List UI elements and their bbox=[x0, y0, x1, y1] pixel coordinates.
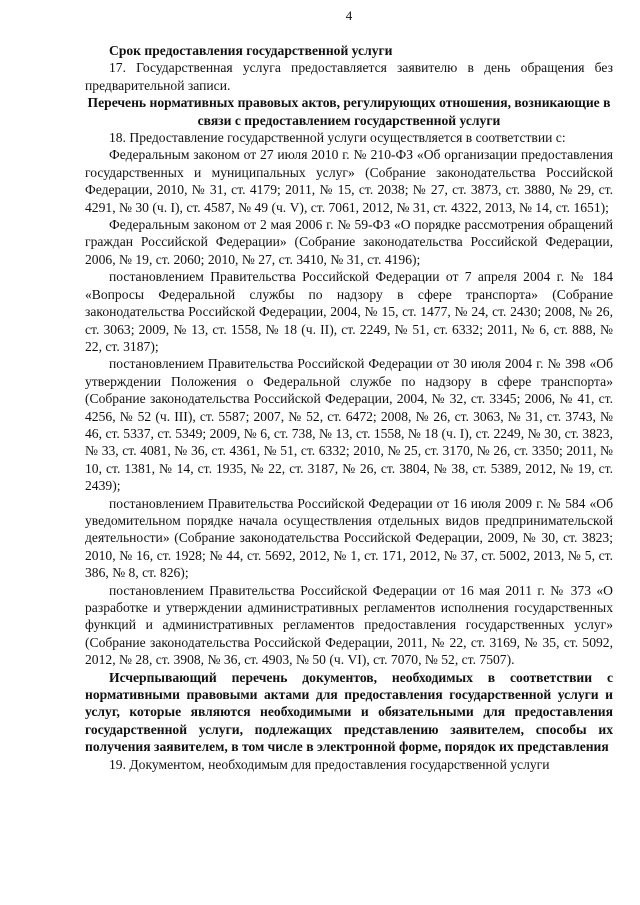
legal-act-item: постановлением Правительства Российской Федерации от 30 июля 2004 г. № 398 «Об утверждении Положения о Федеральной службе по надзору в сфере транспорта» (Собрание законодательства Российской Федерации, 2004, № 32, ст. 3345; 2006, № 41, ст. 4256, № 52 (ч. III), ст. 5587; 2007, № 52, ст. 6472; 2008, № 26, ст. 3063, № 31, ст. 3743, № 46, ст. 5337, ст. 5349; 2009, № 6, ст. 738, № 13, ст. 1558, № 18 (ч. I), ст. 2249, № 30, ст. 3823, № 33, ст. 4081, № 36, ст. 4361, № 51, ст. 6332; 2010, № 25, ст. 3170, № 26, ст. 3350; 2011, № 10, ст. 1381, № 14, ст. 1935, № 22, ст. 3187, № 26, ст. 3804, № 38, ст. 5389, 2012, № 19, ст. 2439); bbox=[85, 356, 613, 494]
section-heading-documents: Исчерпывающий перечень документов, необходимых в соответствии с нормативными правовыми актами для предоставления государственной услуги и услуг, которые являются необходимыми и обязательными для предоставления государственной услуги, подлежащих представлению заявителем, способы их получения заявителем, в том числе в электронной форме, порядок их представления bbox=[85, 669, 613, 755]
document-body bbox=[85, 42, 613, 773]
section-heading-legal-acts: Перечень нормативных правовых актов, регулирующих отношения, возникающие в связи с предоставлением государственной услуги bbox=[87, 95, 611, 128]
legal-act-item: Федеральным законом от 27 июля 2010 г. № 210-ФЗ «Об организации предоставления государственных и муниципальных услуг» (Собрание законодательства Российской Федерации, 2010, № 31, ст. 4179; 2011, № 15, ст. 2038; № 27, ст. 3873, ст. 3880, № 29, ст. 4291, № 30 (ч. I), ст. 4587, № 49 (ч. V), ст. 7061, 2012, № 31, ст. 4322, 2013, № 14, ст. 1651); bbox=[85, 147, 613, 215]
legal-act-item: постановлением Правительства Российской Федерации от 7 апреля 2004 г. № 184 «Вопросы Федеральной службы по надзору в сфере транспорта» (Собрание законодательства Российской Федерации, 2004, № 15, ст. 1477, № 24, ст. 2430; 2008, № 26, ст. 3063; 2009, № 13, ст. 1558, № 18 (ч. II), ст. 2249, № 51, ст. 6332; 2011, № 6, ст. 888, № 22, ст. 3187); bbox=[85, 269, 613, 354]
page-number: 4 bbox=[345, 8, 353, 23]
legal-act-item: постановлением Правительства Российской Федерации от 16 июля 2009 г. № 584 «Об уведомительном порядке начала осуществления отдельных видов предпринимательской деятельности» (Собрание законодательства Российской Федерации, 2009, № 30, ст. 3823; 2010, № 16, ст. 1928; № 44, ст. 5692, 2012, № 1, ст. 171, 2012, № 37, ст. 5002, 2013, № 5, ст. 386, № 8, ст. 826); bbox=[85, 495, 613, 581]
paragraph-18-intro: 18. Предоставление государственной услуги осуществляется в соответствии с: bbox=[109, 130, 566, 146]
legal-act-item: постановлением Правительства Российской Федерации от 16 мая 2011 г. № 373 «О разработке и утверждении административных регламентов исполнения государственных функций и административных регламентов предоставления государственных услуг» (Собрание законодательства Российской Федерации, 2011, № 22, ст. 3169, № 35, ст. 5092, 2012, № 28, ст. 3908, № 36, ст. 4903, № 50 (ч. VI), ст. 7070, № 52, ст. 7507). bbox=[85, 582, 613, 668]
paragraph-19: 19. Документом, необходимым для предоставления государственной услуги bbox=[109, 756, 550, 772]
paragraph-17: 17. Государственная услуга предоставляется заявителю в день обращения без предварительной записи. bbox=[85, 60, 613, 93]
legal-act-item: Федеральным законом от 2 мая 2006 г. № 59-ФЗ «О порядке рассмотрения обращений граждан Российской Федерации» (Собрание законодательства Российской Федерации, 2006, № 19, ст. 2060; 2010, № 27, ст. 3410, № 31, ст. 4196); bbox=[85, 217, 613, 267]
section-heading-term: Срок предоставления государственной услуги bbox=[109, 43, 393, 58]
